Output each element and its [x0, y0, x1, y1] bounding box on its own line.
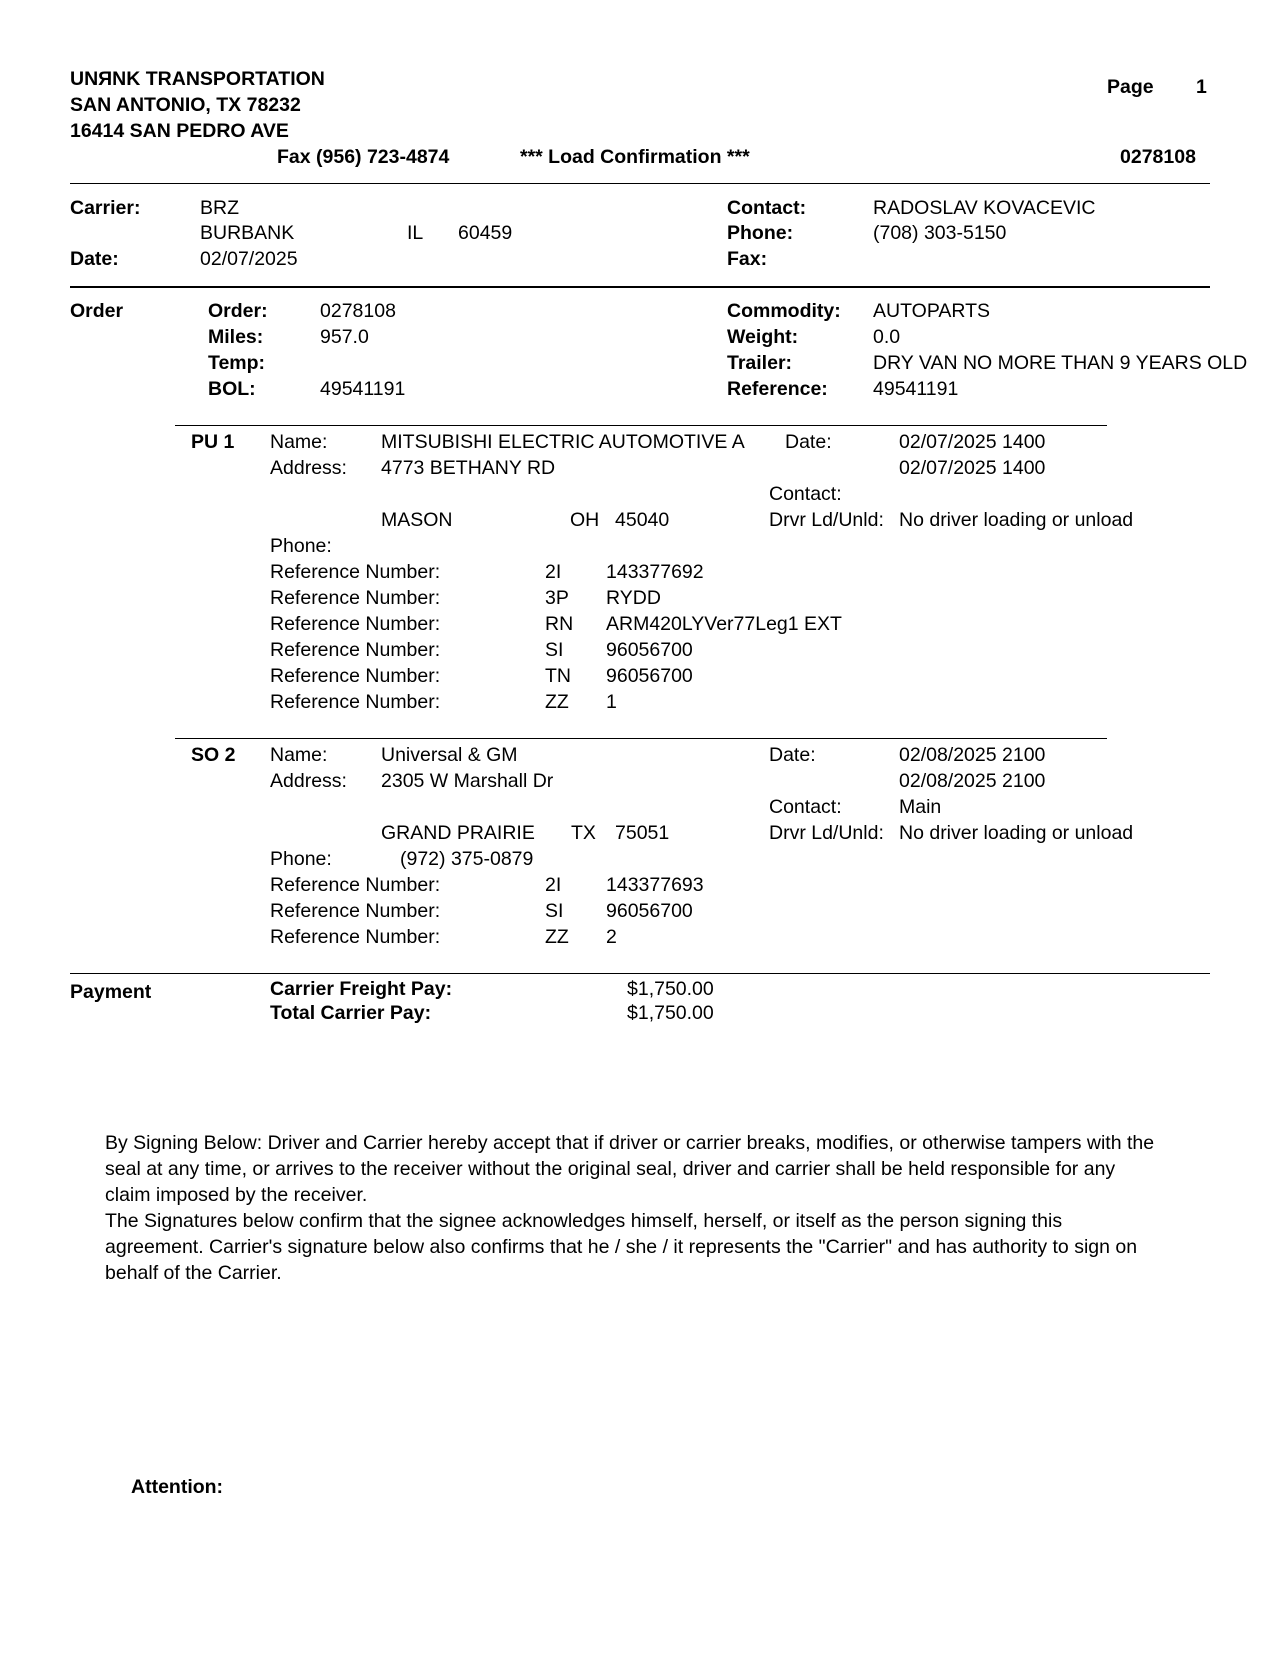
reference-row-label: Reference Number: — [270, 691, 441, 713]
pickup-divider — [175, 425, 1107, 426]
stop-contact: Main — [899, 796, 942, 818]
stop-name: Universal & GM — [381, 744, 518, 766]
bol-label: BOL: — [208, 378, 256, 400]
order-reference: 49541191 — [873, 378, 959, 400]
contact-label: Contact: — [727, 197, 807, 219]
carrier-city: BURBANK — [200, 222, 295, 244]
reference-row-code: 2I — [545, 874, 562, 896]
date-label: Date: — [70, 248, 119, 270]
load-number: 0278108 — [1120, 146, 1196, 168]
company-street: 16414 SAN PEDRO AVE — [70, 120, 289, 142]
stop-name-label: Name: — [270, 431, 328, 453]
carrier-date: 02/07/2025 — [200, 248, 298, 270]
carrier-divider — [70, 286, 1210, 288]
reference-row-label: Reference Number: — [270, 900, 441, 922]
reference-row-value: 143377692 — [606, 561, 704, 583]
reference-row-code: SI — [545, 639, 564, 661]
reference-row-value: RYDD — [606, 587, 661, 609]
reference-row-code: ZZ — [545, 691, 569, 713]
reference-row-label: Reference Number: — [270, 665, 441, 687]
attention-label: Attention: — [131, 1476, 224, 1498]
stop-state: OH — [570, 509, 600, 531]
carrier-name: BRZ — [200, 197, 239, 219]
terms-seal-paragraph: By Signing Below: Driver and Carrier hereby accept that if driver or carrier breaks, modifies, or otherwise tampers with the seal at any time, or arrives to the receiver without the original seal, driver and carrier shall be held responsible for any claim imposed by the receiver. — [105, 1132, 1155, 1206]
total-pay-amount: $1,750.00 — [627, 1002, 714, 1024]
payment-section-label: Payment — [70, 981, 152, 1003]
stop-phone-label: Phone: — [270, 848, 332, 870]
commodity-label: Commodity: — [727, 300, 841, 322]
order-miles: 957.0 — [320, 326, 369, 348]
reference-row-value: 2 — [606, 926, 617, 948]
reference-row-value: 143377693 — [606, 874, 704, 896]
reference-row-code: ZZ — [545, 926, 569, 948]
carrier-phone: (708) 303-5150 — [873, 222, 1007, 244]
stop-code: PU 1 — [191, 431, 235, 453]
order-commodity: AUTOPARTS — [873, 300, 991, 322]
weight-label: Weight: — [727, 326, 799, 348]
order-bol: 49541191 — [320, 378, 406, 400]
order-number-label: Order: — [208, 300, 268, 322]
stop-address: 4773 BETHANY RD — [381, 457, 556, 479]
stop-driver-load: No driver loading or unload — [899, 822, 1134, 844]
stop-driver-load: No driver loading or unload — [899, 509, 1134, 531]
reference-row-code: SI — [545, 900, 564, 922]
stop-zip: 75051 — [615, 822, 670, 844]
reference-row-label: Reference Number: — [270, 639, 441, 661]
temp-label: Temp: — [208, 352, 266, 374]
order-number: 0278108 — [320, 300, 396, 322]
reference-row-value: 96056700 — [606, 665, 693, 687]
stop-date-from: 02/08/2025 2100 — [899, 744, 1046, 766]
reference-row-label: Reference Number: — [270, 587, 441, 609]
stop-city: GRAND PRAIRIE — [381, 822, 535, 844]
company-fax: Fax (956) 723-4874 — [277, 146, 450, 168]
reference-row-code: RN — [545, 613, 574, 635]
freight-pay-label: Carrier Freight Pay: — [270, 978, 453, 1000]
fax-label: Fax: — [727, 248, 768, 270]
stop-city: MASON — [381, 509, 453, 531]
stop-code: SO 2 — [191, 744, 236, 766]
stop-driver-load-label: Drvr Ld/Unld: — [769, 509, 884, 531]
carrier-contact: RADOSLAV KOVACEVIC — [873, 197, 1096, 219]
stop-date-from: 02/07/2025 1400 — [899, 431, 1046, 453]
phone-label: Phone: — [727, 222, 794, 244]
stop-address-label: Address: — [270, 457, 347, 479]
stop-contact-label: Contact: — [769, 796, 842, 818]
reference-row-value: ARM420LYVer77Leg1 EXT — [606, 613, 842, 635]
company-city-state-zip: SAN ANTONIO, TX 78232 — [70, 94, 301, 116]
reference-row-label: Reference Number: — [270, 926, 441, 948]
miles-label: Miles: — [208, 326, 264, 348]
stop-date-label: Date: — [785, 431, 832, 453]
page-label: Page — [1107, 76, 1154, 98]
company-name: UNЯNK TRANSPORTATION — [70, 68, 325, 90]
stop-date-to: 02/08/2025 2100 — [899, 770, 1046, 792]
header-divider — [70, 183, 1210, 184]
carrier-state: IL — [407, 222, 424, 244]
stop-address: 2305 W Marshall Dr — [381, 770, 554, 792]
order-section-label: Order — [70, 300, 124, 322]
reference-row-label: Reference Number: — [270, 874, 441, 896]
stop-name: MITSUBISHI ELECTRIC AUTOMOTIVE A — [381, 431, 745, 453]
stop-phone-label: Phone: — [270, 535, 332, 557]
stop-date-label: Date: — [769, 744, 816, 766]
reference-label: Reference: — [727, 378, 828, 400]
freight-pay-amount: $1,750.00 — [627, 978, 714, 1000]
stop-zip: 45040 — [615, 509, 670, 531]
reference-row-value: 96056700 — [606, 900, 693, 922]
trailer-label: Trailer: — [727, 352, 793, 374]
carrier-zip: 60459 — [458, 222, 513, 244]
stop-address-label: Address: — [270, 770, 347, 792]
stop-state: TX — [571, 822, 596, 844]
reference-row-value: 1 — [606, 691, 617, 713]
reference-row-code: TN — [545, 665, 571, 687]
reference-row-code: 3P — [545, 587, 569, 609]
total-pay-label: Total Carrier Pay: — [270, 1002, 432, 1024]
reference-row-label: Reference Number: — [270, 561, 441, 583]
reference-row-label: Reference Number: — [270, 613, 441, 635]
document-title: *** Load Confirmation *** — [520, 146, 750, 168]
stop-date-to: 02/07/2025 1400 — [899, 457, 1046, 479]
stop-contact-label: Contact: — [769, 483, 842, 505]
stop-phone: (972) 375-0879 — [400, 848, 534, 870]
page-number: 1 — [1196, 76, 1207, 98]
payment-divider — [70, 973, 1210, 974]
order-weight: 0.0 — [873, 326, 901, 348]
order-trailer: DRY VAN NO MORE THAN 9 YEARS OLD — [873, 352, 1248, 374]
reference-row-code: 2I — [545, 561, 562, 583]
stop-name-label: Name: — [270, 744, 328, 766]
reference-row-value: 96056700 — [606, 639, 693, 661]
stop-driver-load-label: Drvr Ld/Unld: — [769, 822, 884, 844]
terms-signature-paragraph: The Signatures below confirm that the signee acknowledges himself, herself, or itself as the person signing this agreement. Carrier's signature below also confirms that he / she / it represents the "Carrier" and has authority to sign on behalf of the Carrier. — [105, 1210, 1138, 1284]
delivery-divider — [175, 738, 1107, 739]
carrier-label: Carrier: — [70, 197, 141, 219]
